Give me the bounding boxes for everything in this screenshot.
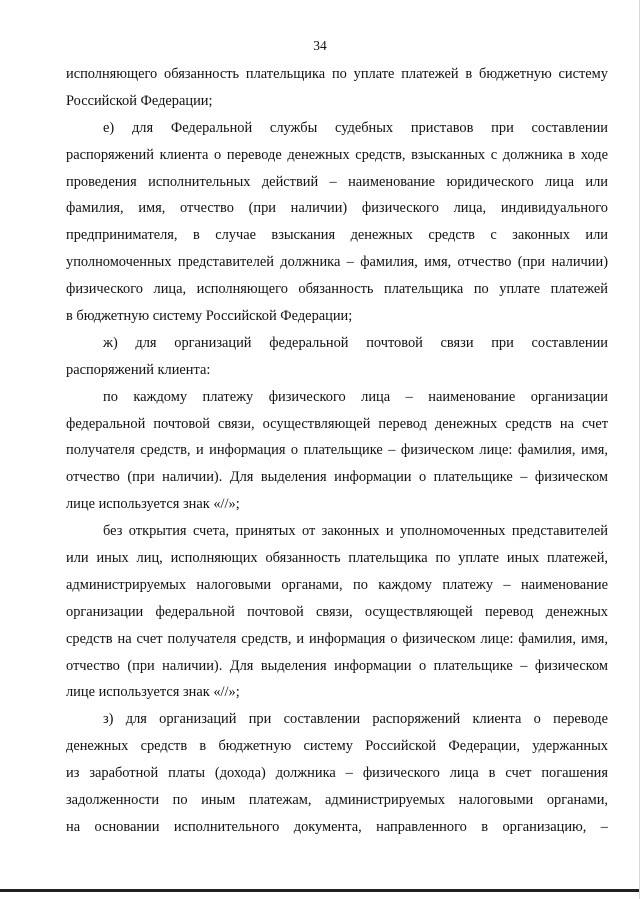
text-line: администрируемых налоговыми органами, по каждому платежу – наименование [66, 576, 608, 593]
text-line: физического лица, исполняющего обязанность плательщика по уплате платежей [66, 281, 608, 298]
text-line: средств на счет получателя средств, и информация о физическом лице: фамилия, имя, [66, 630, 608, 647]
text-line: организации федеральной почтовой связи, осуществляющей перевод денежных [66, 603, 608, 620]
text-line: проведения исполнительных действий – наименование юридического лица или [66, 173, 608, 190]
text-line: денежных средств в бюджетную систему Российской Федерации, удержанных [66, 738, 608, 755]
text-line: распоряжений клиента о переводе денежных средств, взысканных с должника в ходе [66, 146, 608, 163]
page-number: 34 [313, 38, 327, 53]
text-line: исполняющего обязанность плательщика по уплате платежей в бюджетную систему [66, 66, 608, 82]
text-line: уполномоченных представителей должника – фамилия, имя, отчество (при наличии) [66, 254, 608, 271]
text-line: из заработной платы (дохода) должника – физического лица в счет погашения [66, 765, 608, 782]
text-line: получателя средств, и информация о плательщике – физическом лице: фамилия, имя, [66, 442, 608, 459]
text-line: федеральной почтовой связи, осуществляющей перевод денежных средств на счет [66, 415, 608, 432]
text-line: в бюджетную систему Российской Федерации; [66, 308, 353, 325]
text-line: Российской Федерации; [66, 92, 213, 109]
text-line: без открытия счета, принятых от законных и уполномоченных представителей [103, 523, 608, 540]
text-line: лице используется знак «//»; [66, 684, 240, 701]
scan-bottom-border [0, 889, 640, 892]
text-line: з) для организаций при составлении распоряжений клиента о переводе [103, 711, 608, 728]
text-line: распоряжений клиента: [66, 361, 211, 378]
text-line: фамилия, имя, отчество (при наличии) физического лица, индивидуального [66, 200, 608, 217]
text-line: отчество (при наличии). Для выделения информации о плательщике – физическом [66, 469, 608, 486]
text-line: предпринимателя, в случае взыскания денежных средств с законных или [66, 227, 608, 244]
text-line: по каждому платежу физического лица – наименование организации [103, 388, 608, 405]
text-line: отчество (при наличии). Для выделения информации о плательщике – физическом [66, 657, 608, 674]
text-line: лице используется знак «//»; [66, 496, 240, 513]
body-text [66, 61, 608, 841]
text-line: задолженности по иным платежам, администрируемых налоговыми органами, [66, 792, 608, 809]
text-line: на основании исполнительного документа, направленного в организацию, – [66, 818, 608, 835]
text-line: е) для Федеральной службы судебных приставов при составлении [103, 119, 608, 136]
text-line: или иных лиц, исполняющих обязанность плательщика по уплате иных платежей, [66, 550, 608, 567]
text-line: ж) для организаций федеральной почтовой связи при составлении [103, 334, 608, 351]
